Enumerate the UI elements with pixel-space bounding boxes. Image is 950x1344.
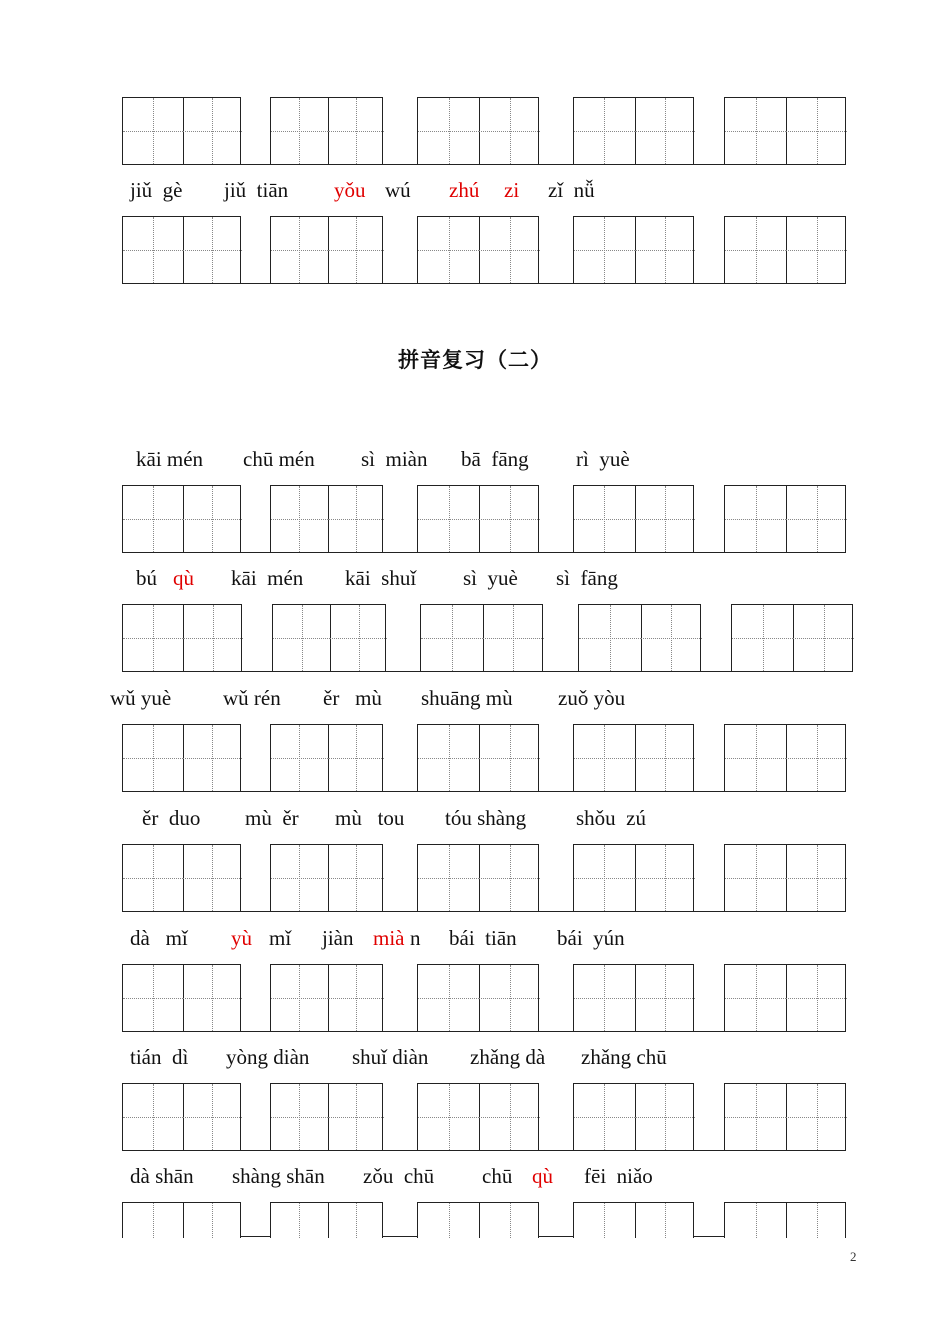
tianzige-square[interactable] <box>635 1203 696 1238</box>
tianzige-square[interactable] <box>725 965 787 1031</box>
tianzige-box-group[interactable] <box>122 964 241 1032</box>
tianzige-square[interactable] <box>725 217 787 283</box>
guide-dotted-horizontal <box>328 519 385 520</box>
pinyin-word-highlighted: yǒu <box>334 178 366 202</box>
tianzige-box-group[interactable] <box>122 97 241 165</box>
tianzige-square[interactable] <box>328 725 385 791</box>
pinyin-word: chū mén <box>243 447 315 471</box>
tianzige-box-group[interactable] <box>724 216 846 284</box>
pinyin-word: dà mǐ <box>130 926 188 950</box>
pinyin-word-highlighted: qù <box>532 1164 553 1188</box>
guide-dotted-horizontal <box>418 878 479 879</box>
guide-dotted-horizontal <box>123 250 183 251</box>
writing-grid-row <box>0 1202 950 1272</box>
pinyin-word: shǒu zú <box>576 806 646 830</box>
guide-dotted-horizontal <box>330 638 387 639</box>
tianzige-box-group[interactable] <box>724 964 846 1032</box>
tianzige-box-group[interactable] <box>417 1083 539 1151</box>
pinyin-row <box>0 1164 950 1194</box>
tianzige-box-group[interactable] <box>122 604 242 672</box>
tianzige-box-group[interactable] <box>573 1202 694 1238</box>
pinyin-word: jiǔ gè <box>130 178 183 202</box>
pinyin-row <box>0 926 950 956</box>
tianzige-square[interactable] <box>786 1203 847 1238</box>
tianzige-square[interactable] <box>418 845 480 911</box>
guide-dotted-horizontal <box>183 998 243 999</box>
guide-dotted-horizontal <box>183 878 243 879</box>
tianzige-square[interactable] <box>479 98 540 164</box>
pinyin-word-highlighted: zi <box>504 178 520 202</box>
guide-dotted-horizontal <box>786 250 847 251</box>
tianzige-box-group[interactable] <box>417 485 539 553</box>
guide-dotted-vertical <box>299 1203 300 1238</box>
tianzige-box-group[interactable] <box>122 216 241 284</box>
guide-dotted-horizontal <box>725 878 786 879</box>
guide-dotted-horizontal <box>418 519 479 520</box>
pinyin-word: zhǎng chū <box>581 1045 667 1069</box>
guide-dotted-horizontal <box>725 1117 786 1118</box>
tianzige-square[interactable] <box>183 486 243 552</box>
tianzige-square[interactable] <box>793 605 854 671</box>
tianzige-square[interactable] <box>328 98 385 164</box>
pinyin-word-highlighted: yù <box>231 926 252 950</box>
tianzige-square[interactable] <box>418 486 480 552</box>
guide-dotted-horizontal <box>418 1117 479 1118</box>
pinyin-row <box>0 1045 950 1075</box>
guide-dotted-horizontal <box>183 250 243 251</box>
writing-grid-row <box>0 844 950 914</box>
pinyin-word: zuǒ yòu <box>558 686 626 710</box>
tianzige-square[interactable] <box>635 1084 696 1150</box>
tianzige-square[interactable] <box>786 486 847 552</box>
pinyin-word: sì fāng <box>556 566 618 590</box>
pinyin-row <box>0 178 950 208</box>
tianzige-square[interactable] <box>479 845 540 911</box>
tianzige-square[interactable] <box>418 725 480 791</box>
guide-dotted-horizontal <box>328 250 385 251</box>
guide-dotted-horizontal <box>479 998 540 999</box>
tianzige-box-group[interactable] <box>724 724 846 792</box>
tianzige-box-group[interactable] <box>417 216 539 284</box>
guide-dotted-horizontal <box>183 638 243 639</box>
guide-dotted-horizontal <box>732 638 793 639</box>
pinyin-word: bái tiān <box>449 926 517 950</box>
tianzige-box-group[interactable] <box>724 1202 846 1238</box>
guide-dotted-horizontal <box>328 878 385 879</box>
guide-dotted-horizontal <box>786 1117 847 1118</box>
tianzige-square[interactable] <box>271 965 329 1031</box>
guide-dotted-horizontal <box>786 878 847 879</box>
section-title: 拼音复习（二） <box>398 348 552 372</box>
tianzige-square[interactable] <box>479 725 540 791</box>
pinyin-word-highlighted: qù <box>173 566 194 590</box>
tianzige-box-group[interactable] <box>573 844 694 912</box>
tianzige-square[interactable] <box>479 486 540 552</box>
pinyin-word: tián dì <box>130 1045 189 1069</box>
tianzige-box-group[interactable] <box>417 844 539 912</box>
tianzige-box-group[interactable] <box>724 97 846 165</box>
tianzige-box-group[interactable] <box>724 1083 846 1151</box>
tianzige-square[interactable] <box>635 217 696 283</box>
guide-dotted-horizontal <box>635 878 696 879</box>
tianzige-square[interactable] <box>574 725 636 791</box>
guide-dotted-horizontal <box>579 638 641 639</box>
tianzige-box-group[interactable] <box>122 485 241 553</box>
pinyin-row <box>0 447 950 477</box>
tianzige-square[interactable] <box>183 965 243 1031</box>
writing-grid-row <box>0 604 950 674</box>
tianzige-square[interactable] <box>271 486 329 552</box>
guide-dotted-vertical <box>604 1203 605 1238</box>
tianzige-box-group[interactable] <box>573 97 694 165</box>
guide-dotted-horizontal <box>635 758 696 759</box>
tianzige-square[interactable] <box>183 605 243 671</box>
pinyin-row <box>0 686 950 716</box>
guide-dotted-horizontal <box>574 998 635 999</box>
tianzige-square[interactable] <box>574 965 636 1031</box>
guide-dotted-horizontal <box>725 250 786 251</box>
tianzige-box-group[interactable] <box>417 1202 539 1238</box>
tianzige-square[interactable] <box>418 217 480 283</box>
tianzige-box-group[interactable] <box>122 1083 241 1151</box>
guide-dotted-vertical <box>665 1203 666 1238</box>
tianzige-square[interactable] <box>574 1203 636 1238</box>
tianzige-square[interactable] <box>273 605 331 671</box>
tianzige-box-group[interactable] <box>122 724 241 792</box>
tianzige-square[interactable] <box>123 1084 184 1150</box>
tianzige-box-group[interactable] <box>573 216 694 284</box>
guide-dotted-horizontal <box>574 878 635 879</box>
guide-dotted-horizontal <box>271 250 328 251</box>
guide-dotted-horizontal <box>574 250 635 251</box>
pinyin-word: tóu shàng <box>445 806 527 830</box>
guide-dotted-vertical <box>510 1203 511 1238</box>
pinyin-word: zhǎng dà <box>470 1045 546 1069</box>
guide-dotted-horizontal <box>479 1117 540 1118</box>
guide-dotted-vertical <box>212 1203 213 1238</box>
guide-dotted-horizontal <box>479 758 540 759</box>
guide-dotted-horizontal <box>479 131 540 132</box>
guide-dotted-horizontal <box>271 998 328 999</box>
page-number: 2 <box>850 1249 857 1264</box>
guide-dotted-horizontal <box>183 131 243 132</box>
tianzige-square[interactable] <box>328 965 385 1031</box>
tianzige-square[interactable] <box>635 965 696 1031</box>
writing-grid-row <box>0 964 950 1034</box>
tianzige-square[interactable] <box>725 845 787 911</box>
pinyin-word: rì yuè <box>576 447 630 471</box>
guide-dotted-horizontal <box>418 758 479 759</box>
tianzige-square[interactable] <box>479 1084 540 1150</box>
guide-dotted-horizontal <box>328 131 385 132</box>
tianzige-box-group[interactable] <box>270 964 383 1032</box>
tianzige-box-group[interactable] <box>270 1083 383 1151</box>
tianzige-square[interactable] <box>725 486 787 552</box>
tianzige-box-group[interactable] <box>270 216 383 284</box>
tianzige-square[interactable] <box>579 605 642 671</box>
guide-dotted-vertical <box>449 1203 450 1238</box>
pinyin-word: shuǐ diàn <box>352 1045 429 1069</box>
tianzige-square[interactable] <box>635 845 696 911</box>
tianzige-square[interactable] <box>183 845 243 911</box>
guide-dotted-horizontal <box>123 131 183 132</box>
tianzige-box-group[interactable] <box>122 1202 241 1238</box>
guide-dotted-vertical <box>817 1203 818 1238</box>
tianzige-square[interactable] <box>786 965 847 1031</box>
guide-dotted-horizontal <box>635 131 696 132</box>
pinyin-word: zǒu chū <box>363 1164 435 1188</box>
guide-dotted-horizontal <box>418 250 479 251</box>
tianzige-square[interactable] <box>635 486 696 552</box>
pinyin-word: sì miàn <box>361 447 428 471</box>
tianzige-square[interactable] <box>479 965 540 1031</box>
guide-dotted-horizontal <box>786 131 847 132</box>
guide-dotted-horizontal <box>786 758 847 759</box>
tianzige-square[interactable] <box>725 725 787 791</box>
pinyin-word: shuāng mù <box>421 686 513 710</box>
tianzige-square[interactable] <box>418 1084 480 1150</box>
guide-dotted-horizontal <box>421 638 483 639</box>
pinyin-word: mǐ <box>269 926 292 950</box>
tianzige-box-group[interactable] <box>270 97 383 165</box>
tianzige-square[interactable] <box>123 845 184 911</box>
tianzige-square[interactable] <box>574 1084 636 1150</box>
pinyin-word: wǔ yuè <box>110 686 172 710</box>
tianzige-square[interactable] <box>574 217 636 283</box>
tianzige-square[interactable] <box>421 605 484 671</box>
tianzige-box-group[interactable] <box>272 604 386 672</box>
guide-dotted-horizontal <box>793 638 854 639</box>
tianzige-square[interactable] <box>574 845 636 911</box>
pinyin-word: yòng diàn <box>226 1045 310 1069</box>
tianzige-square[interactable] <box>641 605 703 671</box>
guide-dotted-horizontal <box>123 519 183 520</box>
guide-dotted-horizontal <box>271 758 328 759</box>
tianzige-square[interactable] <box>123 1203 184 1238</box>
tianzige-square[interactable] <box>123 965 184 1031</box>
tianzige-square[interactable] <box>123 725 184 791</box>
guide-dotted-horizontal <box>273 638 330 639</box>
pinyin-word: jiǔ tiān <box>224 178 289 202</box>
tianzige-box-group[interactable] <box>573 964 694 1032</box>
tianzige-box-group[interactable] <box>417 97 539 165</box>
guide-dotted-horizontal <box>574 131 635 132</box>
tianzige-square[interactable] <box>418 1203 480 1238</box>
tianzige-square[interactable] <box>786 725 847 791</box>
guide-dotted-horizontal <box>635 998 696 999</box>
tianzige-square[interactable] <box>786 98 847 164</box>
tianzige-box-group[interactable] <box>724 844 846 912</box>
tianzige-box-group[interactable] <box>417 964 539 1032</box>
pinyin-word-highlighted: zhú <box>449 178 480 202</box>
tianzige-square[interactable] <box>786 845 847 911</box>
guide-dotted-horizontal <box>123 638 183 639</box>
guide-dotted-horizontal <box>483 638 545 639</box>
guide-dotted-horizontal <box>635 250 696 251</box>
pinyin-word: kāi mén <box>231 566 304 590</box>
guide-dotted-horizontal <box>786 519 847 520</box>
writing-grid-row <box>0 485 950 555</box>
tianzige-square[interactable] <box>328 217 385 283</box>
tianzige-box-group[interactable] <box>578 604 701 672</box>
tianzige-square[interactable] <box>635 98 696 164</box>
guide-dotted-horizontal <box>725 519 786 520</box>
tianzige-box-group[interactable] <box>724 485 846 553</box>
writing-grid-row <box>0 724 950 794</box>
guide-dotted-horizontal <box>635 1117 696 1118</box>
tianzige-square[interactable] <box>183 725 243 791</box>
tianzige-square[interactable] <box>183 1084 243 1150</box>
guide-dotted-horizontal <box>123 998 183 999</box>
guide-dotted-horizontal <box>123 1117 183 1118</box>
guide-dotted-horizontal <box>635 519 696 520</box>
tianzige-box-group[interactable] <box>122 844 241 912</box>
pinyin-word: bái yún <box>557 926 625 950</box>
guide-dotted-horizontal <box>725 131 786 132</box>
tianzige-square[interactable] <box>328 845 385 911</box>
tianzige-square[interactable] <box>271 725 329 791</box>
tianzige-square[interactable] <box>786 1084 847 1150</box>
tianzige-square[interactable] <box>574 98 636 164</box>
tianzige-square[interactable] <box>732 605 794 671</box>
pinyin-word: shàng shān <box>232 1164 325 1188</box>
guide-dotted-vertical <box>756 1203 757 1238</box>
guide-dotted-horizontal <box>574 519 635 520</box>
guide-dotted-horizontal <box>328 758 385 759</box>
tianzige-box-group[interactable] <box>270 485 383 553</box>
tianzige-square[interactable] <box>479 217 540 283</box>
tianzige-square[interactable] <box>123 486 184 552</box>
tianzige-square[interactable] <box>328 486 385 552</box>
guide-dotted-horizontal <box>183 1117 243 1118</box>
guide-dotted-horizontal <box>183 758 243 759</box>
tianzige-square[interactable] <box>328 1203 385 1238</box>
guide-dotted-horizontal <box>328 998 385 999</box>
tianzige-box-group[interactable] <box>270 844 383 912</box>
pinyin-word: dà shān <box>130 1164 194 1188</box>
pinyin-word: bā fāng <box>461 447 529 471</box>
tianzige-square[interactable] <box>183 1203 243 1238</box>
tianzige-square[interactable] <box>271 217 329 283</box>
pinyin-word: mù ěr <box>245 806 299 830</box>
tianzige-box-group[interactable] <box>270 1202 383 1238</box>
tianzige-square[interactable] <box>479 1203 540 1238</box>
guide-dotted-horizontal <box>479 878 540 879</box>
pinyin-word-highlighted: mià <box>373 926 405 950</box>
pinyin-word: kāi shuǐ <box>345 566 417 590</box>
pinyin-row <box>0 566 950 596</box>
tianzige-square[interactable] <box>123 605 184 671</box>
guide-dotted-horizontal <box>641 638 703 639</box>
tianzige-square[interactable] <box>786 217 847 283</box>
tianzige-box-group[interactable] <box>417 724 539 792</box>
guide-dotted-horizontal <box>271 878 328 879</box>
tianzige-square[interactable] <box>725 1084 787 1150</box>
tianzige-square[interactable] <box>483 605 545 671</box>
tianzige-square[interactable] <box>183 98 243 164</box>
guide-dotted-horizontal <box>725 758 786 759</box>
tianzige-box-group[interactable] <box>573 724 694 792</box>
tianzige-square[interactable] <box>123 217 184 283</box>
guide-dotted-horizontal <box>271 131 328 132</box>
pinyin-word: ěr duo <box>142 806 201 830</box>
tianzige-square[interactable] <box>271 1084 329 1150</box>
guide-dotted-horizontal <box>123 758 183 759</box>
guide-dotted-horizontal <box>418 131 479 132</box>
tianzige-box-group[interactable] <box>270 724 383 792</box>
guide-dotted-horizontal <box>271 519 328 520</box>
guide-dotted-horizontal <box>328 1117 385 1118</box>
tianzige-square[interactable] <box>271 845 329 911</box>
guide-dotted-horizontal <box>725 998 786 999</box>
pinyin-word: wú <box>385 178 411 202</box>
guide-dotted-horizontal <box>479 519 540 520</box>
pinyin-word: mù tou <box>335 806 405 830</box>
guide-dotted-horizontal <box>479 250 540 251</box>
pinyin-word: zǐ nǚ <box>548 178 595 202</box>
guide-dotted-horizontal <box>271 1117 328 1118</box>
writing-grid-row <box>0 97 950 167</box>
pinyin-row <box>0 806 950 836</box>
guide-dotted-horizontal <box>574 1117 635 1118</box>
tianzige-square[interactable] <box>418 965 480 1031</box>
pinyin-word: ěr mù <box>323 686 382 710</box>
tianzige-square[interactable] <box>330 605 387 671</box>
guide-dotted-horizontal <box>183 519 243 520</box>
tianzige-square[interactable] <box>574 486 636 552</box>
tianzige-box-group[interactable] <box>420 604 543 672</box>
pinyin-word: wǔ rén <box>223 686 281 710</box>
guide-dotted-horizontal <box>786 998 847 999</box>
tianzige-square[interactable] <box>123 98 184 164</box>
tianzige-square[interactable] <box>328 1084 385 1150</box>
tianzige-square[interactable] <box>725 1203 787 1238</box>
pinyin-word: sì yuè <box>463 566 518 590</box>
pinyin-word: jiàn <box>322 926 354 950</box>
pinyin-word: kāi mén <box>136 447 204 471</box>
guide-dotted-horizontal <box>574 758 635 759</box>
tianzige-square[interactable] <box>271 1203 329 1238</box>
pinyin-word: n <box>410 926 421 950</box>
pinyin-word: chū <box>482 1164 513 1188</box>
tianzige-box-group[interactable] <box>731 604 853 672</box>
tianzige-square[interactable] <box>418 98 480 164</box>
pinyin-word: fēi niǎo <box>584 1164 653 1188</box>
guide-dotted-vertical <box>153 1203 154 1238</box>
guide-dotted-horizontal <box>418 998 479 999</box>
tianzige-square[interactable] <box>725 98 787 164</box>
tianzige-box-group[interactable] <box>573 1083 694 1151</box>
tianzige-box-group[interactable] <box>573 485 694 553</box>
guide-dotted-horizontal <box>123 878 183 879</box>
writing-grid-row <box>0 1083 950 1153</box>
pinyin-word: bú <box>136 566 157 590</box>
tianzige-square[interactable] <box>271 98 329 164</box>
writing-grid-row <box>0 216 950 286</box>
guide-dotted-vertical <box>356 1203 357 1238</box>
tianzige-square[interactable] <box>635 725 696 791</box>
tianzige-square[interactable] <box>183 217 243 283</box>
